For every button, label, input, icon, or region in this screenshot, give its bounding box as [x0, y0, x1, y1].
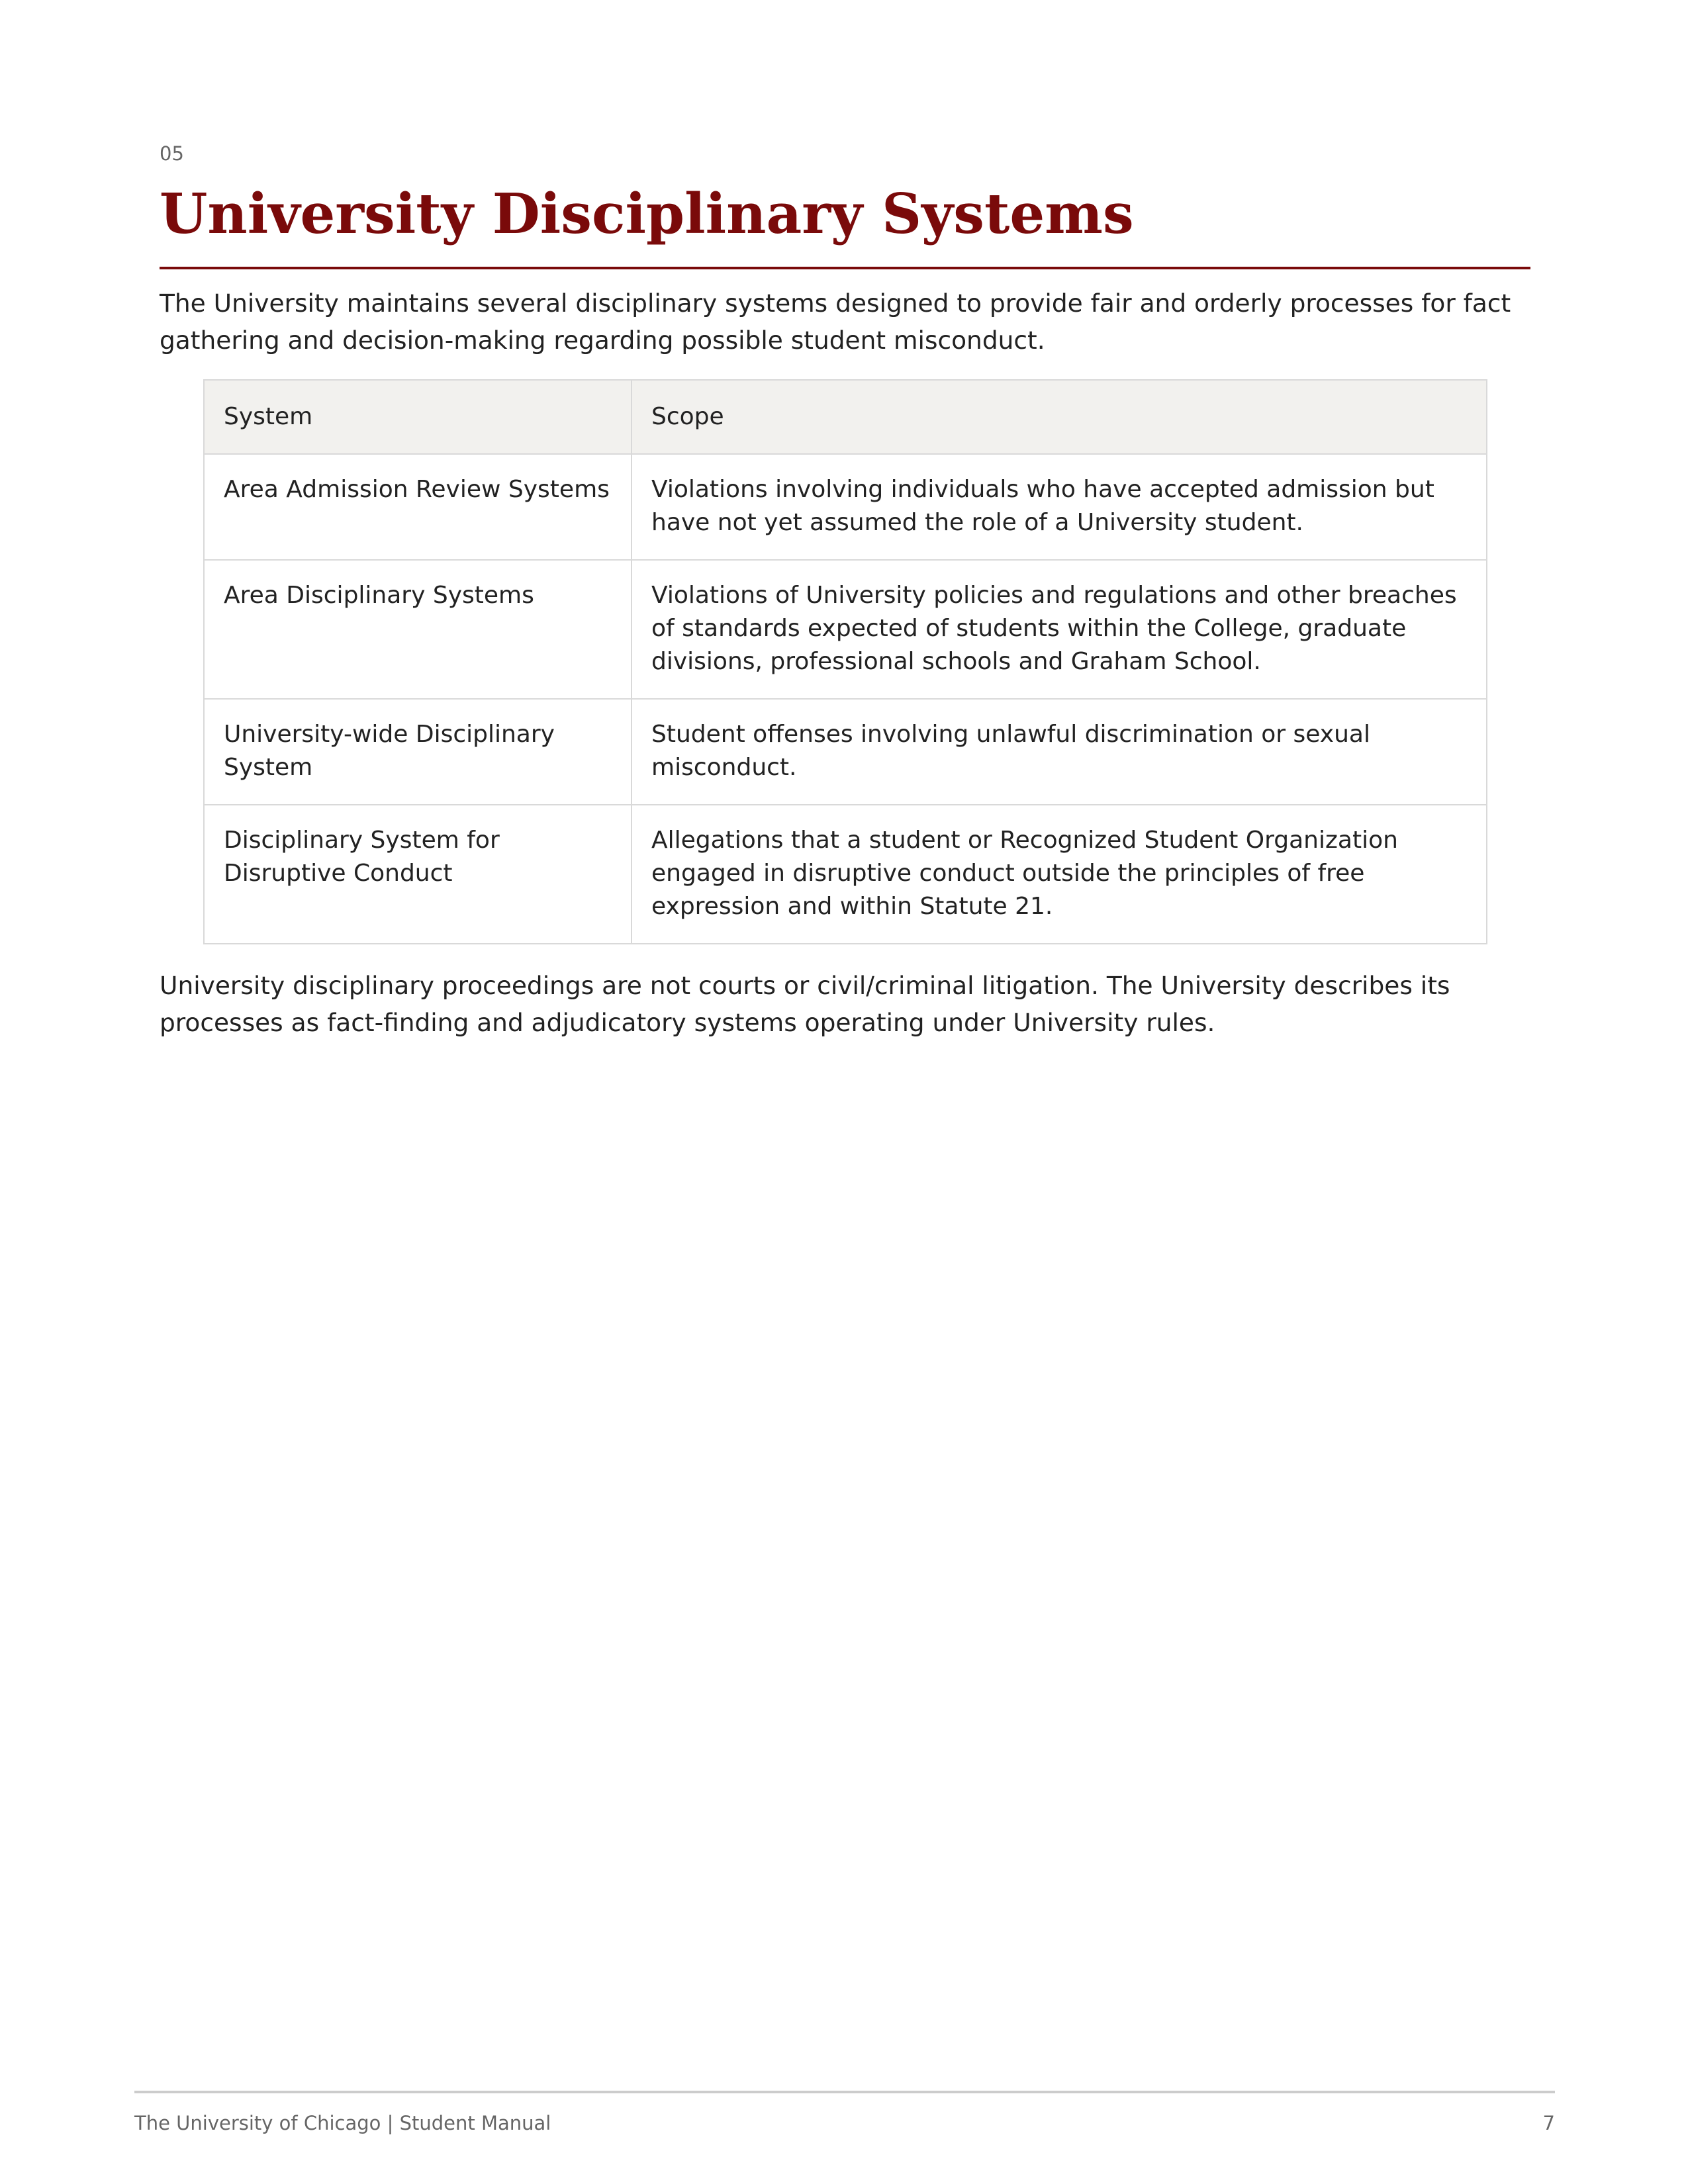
system-cell: Area Disciplinary Systems [204, 560, 632, 699]
scope-cell: Violations of University policies and regulations and other breaches of standards expected of students within the College, graduate divisions, professional schools and Graham School. [632, 560, 1487, 699]
title-divider [160, 267, 1530, 269]
system-cell: Area Admission Review Systems [204, 454, 632, 560]
scope-cell: Violations involving individuals who have accepted admission but have not yet assumed the role of a University student. [632, 454, 1487, 560]
table-header-row [204, 380, 1487, 454]
page-number: 7 [1542, 2112, 1555, 2134]
scope-cell: Student offenses involving unlawful discrimination or sexual misconduct. [632, 699, 1487, 805]
page-title: University Disciplinary Systems [160, 181, 1134, 246]
disciplinary-systems-table [203, 379, 1487, 944]
intro-paragraph: The University maintains several disciplinary systems designed to provide fair and orderly processes for fact gathering and decision-making regarding possible student misconduct. [160, 289, 1511, 355]
table-row [204, 805, 1487, 944]
column-header-system: System [204, 380, 632, 454]
system-cell: University-wide Disciplinary System [204, 699, 632, 805]
table-row [204, 454, 1487, 560]
footer-text: The University of Chicago | Student Manual [134, 2112, 551, 2134]
column-header-scope: Scope [632, 380, 1487, 454]
table-row [204, 560, 1487, 699]
table-row [204, 699, 1487, 805]
scope-cell: Allegations that a student or Recognized Student Organization engaged in disruptive conduct outside the principles of free expression and within Statute 21. [632, 805, 1487, 944]
system-cell: Disciplinary System for Disruptive Conduct [204, 805, 632, 944]
footer-divider [134, 2091, 1555, 2093]
closing-paragraph: University disciplinary proceedings are not courts or civil/criminal litigation. The University describes its processes as fact-finding and adjudicatory systems operating under University rules. [160, 971, 1450, 1037]
section-number: 05 [160, 142, 184, 165]
